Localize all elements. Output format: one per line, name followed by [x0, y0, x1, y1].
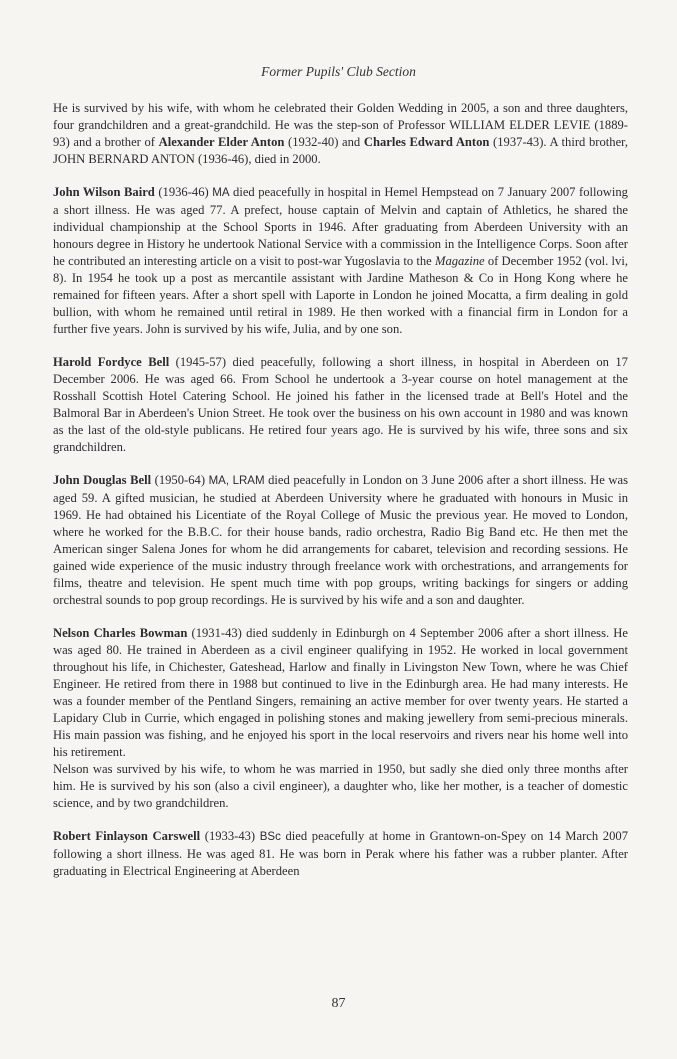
obituary-name: Harold Fordyce Bell — [53, 355, 170, 369]
obituary-nelson-charles-bowman: Nelson Charles Bowman (1931-43) died suddenly in Edinburgh on 4 September 2006 after a short illness. He was aged 80. He trained in Aberdeen as a civil engineer qualifying in 1952. He worked in local government throughout his life, in Chichester, Gateshead, Harlow and finally in Livingston New Town, where he was Chief Engineer. He retired from there in 1988 but continued to live in the Edinburgh area. He had many interests. He was a founder member of the Pentland Singers, remaining an active member for over twenty years. He started a Lapidary Club in Currie, which engaged in polishing stones and making jewellery from semi-precious minerals. His main passion was fishing, and he enjoyed his sport in the local reservoirs and rivers near his home well into his retirement. — [53, 626, 628, 759]
obituary-name: Robert Finlayson Carswell — [53, 829, 201, 843]
obituary-john-wilson-baird: John Wilson Baird (1936-46) MA died peacefully in hospital in Hemel Hempstead on 7 January 2007 following a short illness. He was aged 77. A prefect, house captain of Melvin and captain of Athletics, he shared the individual championship at the School Sports in 1946. After graduating from Aberdeen University with an honours degree in History he undertook National Service with a commission in the Intelligence Corps. Soon after he contributed an interesting article on a visit to post-war Yugoslavia to the Magazine of December 1952 (vol. lvi, 8). In 1954 he took up a post as mercantile assistant with Jardine Matheson & Co in Hong Kong where he remained for fifteen years. After a short spell with Laporte in London he joined Mocatta, a firm dealing in gold bullion, with whom he remained until retiral in 1989. He then worked with a financial firm in London for a further five years. John is survived by his wife, Julia, and by one son. — [53, 185, 628, 336]
degree: BSc — [259, 831, 281, 843]
paragraph-anton-continuation: He is survived by his wife, with whom he celebrated their Golden Wedding in 2005, a son and three daughters, four grandchildren and a great-grandchild. He was the step-son of Professor WILLIAM ELDER LEVIE (1889-93) and a brother of Alexander Elder Anton (1932-40) and Charles Edward Anton (1937-43). A third brother, JOHN BERNARD ANTON (1936-46), died in 2000. — [53, 101, 628, 166]
obituary-harold-fordyce-bell: Harold Fordyce Bell (1945-57) died peacefully, following a short illness, in hospital in Aberdeen on 17 December 2006. He was aged 66. From School he undertook a 3-year course on hotel management at the Rosshall Scottish Hotel Catering School. He joined his father in the licensed trade at Bell's Hotel and the Balmoral Bar in Aberdeen's Union Street. He took over the business on his own account in 1980 and was known as the last of the old-style publicans. He retired four years ago. He is survived by his wife, three sons and six grandchildren. — [53, 355, 628, 454]
section-header: Former Pupils' Club Section — [261, 64, 416, 79]
obituary-name: John Douglas Bell — [53, 473, 152, 487]
page-number: 87 — [331, 996, 346, 1011]
obituary-robert-finlayson-carswell: Robert Finlayson Carswell (1933-43) BSc died peacefully at home in Grantown-on-Spey on 14 March 2007 following a short illness. He was aged 81. He was born in Perak where his father was a rubber planter. After graduating in Electrical Engineering at Aberdeen — [53, 829, 628, 878]
name-charles-edward-anton: Charles Edward Anton — [363, 135, 490, 149]
degree: MA, LRAM — [208, 475, 265, 487]
name-alexander-elder-anton: Alexander Elder Anton — [158, 135, 285, 149]
obituary-nelson-continuation: Nelson was survived by his wife, to whom he was married in 1950, but sadly she died only three months after him. He is survived by his son (also a civil engineer), a daughter who, like her mother, is a teacher of domestic science, and by two grandchildren. — [53, 762, 628, 810]
degree: MA — [212, 187, 230, 199]
magazine-title: Magazine — [434, 254, 485, 268]
obituary-column — [53, 100, 628, 896]
obituary-john-douglas-bell: John Douglas Bell (1950-64) MA, LRAM died peacefully in London on 3 June 2006 after a short illness. He was aged 59. A gifted musician, he studied at Aberdeen University where he graduated with honours in Music in 1969. He had obtained his Licentiate of the Royal College of Music the previous year. He moved to London, where he worked for the B.B.C. for their house bands, radio orchestra, Radio Big Band etc. He then met the American singer Salena Jones for whom he did arrangements for cabaret, television and recording sessions. He gained wide experience of the music industry through freelance work with orchestrations, and arrangements for films, theatre and television. He spent much time with pop groups, writing backings for singers or adding orchestral sounds to pop group recordings. He is survived by his wife and a son and daughter. — [53, 473, 628, 607]
obituary-name: John Wilson Baird — [53, 185, 155, 199]
obituary-name: Nelson Charles Bowman — [53, 626, 188, 640]
